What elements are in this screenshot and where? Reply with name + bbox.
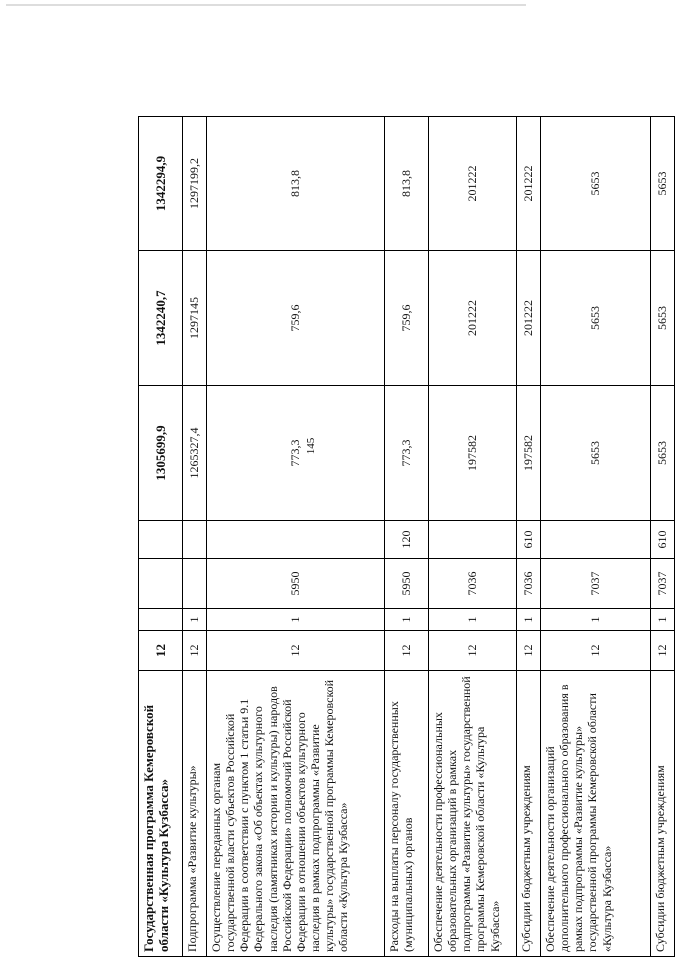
amount-year-3: 1342294,9: [139, 117, 183, 251]
table-row: [517, 117, 541, 957]
amount-year-3: 5653: [541, 117, 651, 251]
expense-type-code: 610: [651, 521, 675, 559]
amount-year-1: 5653: [651, 386, 675, 521]
amount-year-2: 759,6: [207, 251, 385, 386]
amount-year-2: 759,6: [385, 251, 429, 386]
table-row: [207, 117, 385, 957]
expense-type-code: [183, 521, 207, 559]
section-code: 12: [385, 631, 429, 671]
amount-year-3: 201222: [429, 117, 517, 251]
section-code: 12: [541, 631, 651, 671]
subprogram-code: 1: [517, 609, 541, 631]
expense-type-code: 610: [517, 521, 541, 559]
amount-year-3: 1297199,2: [183, 117, 207, 251]
amount-year-3: 813,8: [385, 117, 429, 251]
amount-year-2: 1342240,7: [139, 251, 183, 386]
amount-year-1: 1305699,9: [139, 386, 183, 521]
amount-year-1: 773,3: [207, 386, 385, 521]
budget-table: [138, 116, 675, 957]
table-row: [183, 117, 207, 957]
expense-type-code: 120: [385, 521, 429, 559]
amount-year-1: 5653: [541, 386, 651, 521]
expense-type-code: [139, 521, 183, 559]
target-code: 7036: [517, 559, 541, 609]
subprogram-code: 1: [429, 609, 517, 631]
target-code: [139, 559, 183, 609]
subprogram-code: 1: [541, 609, 651, 631]
program-header-row: [139, 117, 183, 957]
page-number: 145: [305, 437, 317, 455]
section-code: 12: [429, 631, 517, 671]
target-code: 5950: [385, 559, 429, 609]
row-description: Подпрограмма «Развитие культуры»: [183, 671, 207, 957]
section-code: 12: [651, 631, 675, 671]
amount-year-2: 5653: [651, 251, 675, 386]
rotated-table-container: [138, 117, 670, 957]
amount-year-1: 197582: [517, 386, 541, 521]
row-description: Субсидии бюджетным учреждениям: [651, 671, 675, 957]
target-code: 5950: [207, 559, 385, 609]
expense-type-code: [207, 521, 385, 559]
target-code: [183, 559, 207, 609]
table-row: [429, 117, 517, 957]
subprogram-code: 1: [207, 609, 385, 631]
amount-year-1: 197582: [429, 386, 517, 521]
row-description: Обеспечение деятельности профессиональных образовательных организаций в рамках подпрограммы «Развитие культуры» государственной программы Кемеровской области «Культура Кузбасса»: [429, 671, 517, 957]
target-code: 7036: [429, 559, 517, 609]
row-description: Расходы на выплаты персоналу государственных (муниципальных) органов: [385, 671, 429, 957]
amount-year-3: 813,8: [207, 117, 385, 251]
subprogram-code: 1: [651, 609, 675, 631]
amount-year-1: 1265327,4: [183, 386, 207, 521]
amount-year-2: 201222: [517, 251, 541, 386]
row-description: Осуществление переданных органам государственной власти субъектов Российской Федерации в соответствии с пунктом 1 статьи 9.1 Федерального закона «Об объектах культурного наследия (памятниках истории и культуры) народов Российской Федерации» полномочий Российской Федерации в отношении объектов культурного наследия в рамках подпрограммы «Развитие культуры» государственной программы Кемеровской области «Культура Кузбасса»: [207, 671, 385, 957]
amount-year-1: 773,3: [385, 386, 429, 521]
amount-year-2: 5653: [541, 251, 651, 386]
amount-year-2: 1297145: [183, 251, 207, 386]
subprogram-code: 1: [385, 609, 429, 631]
subprogram-code: [139, 609, 183, 631]
amount-year-3: 201222: [517, 117, 541, 251]
expense-type-code: [541, 521, 651, 559]
amount-year-2: 201222: [429, 251, 517, 386]
top-scan-line: [6, 4, 526, 6]
row-description: Государственная программа Кемеровской области «Культура Кузбасса»: [139, 671, 183, 957]
table-row: [541, 117, 651, 957]
row-description: Субсидии бюджетным учреждениям: [517, 671, 541, 957]
target-code: 7037: [651, 559, 675, 609]
section-code: 12: [183, 631, 207, 671]
amount-year-3: 5653: [651, 117, 675, 251]
row-description: Обеспечение деятельности организаций дополнительного профессионального образования в рамках подпрограммы «Развитие культуры» государственной программы Кемеровской области «Культура Кузбасса»: [541, 671, 651, 957]
expense-type-code: [429, 521, 517, 559]
table-row: [385, 117, 429, 957]
table-row: [651, 117, 675, 957]
section-code: 12: [139, 631, 183, 671]
section-code: 12: [517, 631, 541, 671]
subprogram-code: 1: [183, 609, 207, 631]
target-code: 7037: [541, 559, 651, 609]
section-code: 12: [207, 631, 385, 671]
